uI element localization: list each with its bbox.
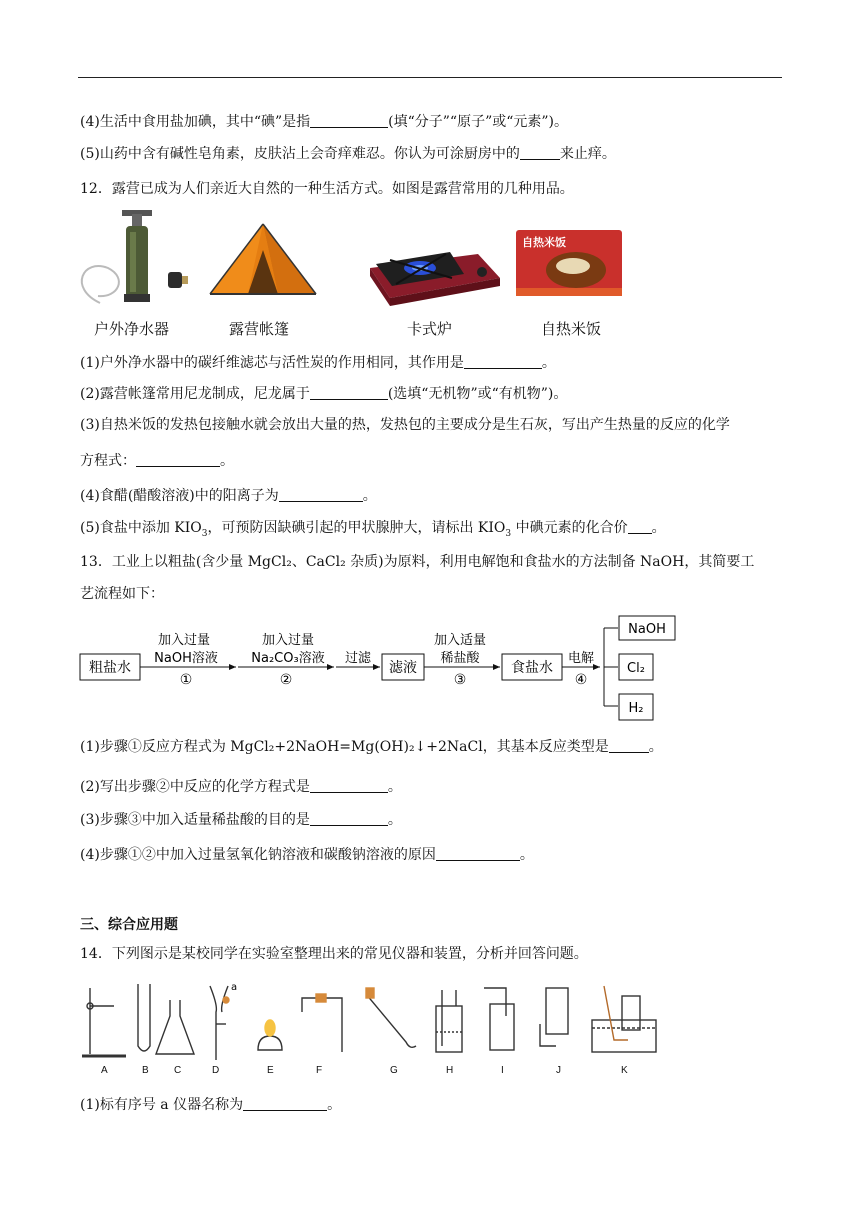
brine-label: 食盐水	[511, 660, 553, 676]
product-h2: H₂	[628, 701, 644, 716]
q13-part1: (1)步骤①反应方程式为 MgCl₂+2NaOH=Mg(OH)₂↓+2NaCl，其基本反应类型是 。	[80, 739, 663, 755]
apparatus-c	[156, 1000, 194, 1054]
label-b: B	[142, 1065, 149, 1076]
filter-label: 过滤	[344, 651, 372, 666]
step3-top: 加入适量	[433, 633, 487, 648]
label-c: C	[174, 1065, 182, 1076]
answer-blank[interactable]	[436, 846, 520, 861]
apparatus-f	[302, 994, 342, 1052]
answer-blank[interactable]	[136, 452, 220, 467]
product-naoh: NaOH	[628, 622, 666, 637]
q14-part1: (1)标有序号 a 仪器名称为 。	[80, 1097, 342, 1113]
lab-apparatus-figure	[80, 976, 660, 1062]
apparatus-b	[138, 984, 150, 1051]
q13-part2: (2)写出步骤②中反应的化学方程式是 。	[80, 779, 402, 795]
answer-blank[interactable]	[310, 811, 388, 826]
answer-blank[interactable]	[310, 113, 388, 128]
filtrate-label: 滤液	[389, 660, 417, 676]
apparatus-g	[366, 988, 416, 1047]
step2-top: 加入过量	[261, 633, 315, 648]
q13-stem-line1: 13．工业上以粗盐(含少量 MgCl₂、CaCl₂ 杂质)为原料，利用电解饱和食盐水的方法制备 NaOH，其简要工	[80, 554, 755, 570]
label-i: I	[501, 1065, 504, 1076]
q11-part4: (4)生活中食用盐加碘，其中“碘”是指 (填“分子”“原子”或“元素”)。	[80, 114, 569, 130]
mark-a-label: a	[231, 982, 238, 993]
caption-rice: 自热米饭	[541, 320, 602, 338]
q14-stem: 14．下列图示是某校同学在实验室整理出来的常见仪器和装置，分析并回答问题。	[80, 946, 588, 962]
label-g: G	[390, 1065, 398, 1076]
camping-tent-image	[208, 222, 318, 306]
label-a: A	[101, 1065, 108, 1076]
q12-part4: (4)食醋(醋酸溶液)中的阳离子为 。	[80, 488, 377, 504]
caption-stove: 卡式炉	[407, 320, 453, 338]
q12-stem: 12．露营已成为人们亲近大自然的一种生活方式。如图是露营常用的几种用品。	[80, 181, 574, 197]
label-k: K	[621, 1065, 628, 1076]
q13-part4: (4)步骤①②中加入过量氢氧化钠溶液和碳酸钠溶液的原因 。	[80, 847, 534, 863]
rice-box-label: 自热米饭	[522, 236, 566, 249]
answer-blank[interactable]	[310, 778, 388, 793]
q13-part3: (3)步骤③中加入适量稀盐酸的目的是 。	[80, 812, 402, 828]
apparatus-i	[484, 988, 514, 1050]
label-h: H	[446, 1065, 454, 1076]
self-heating-rice-image	[516, 230, 622, 296]
label-e: E	[267, 1065, 274, 1076]
header-rule	[78, 77, 782, 78]
step2-number: ②	[279, 672, 293, 688]
q12-part1: (1)户外净水器中的碳纤维滤芯与活性炭的作用相同，其作用是 。	[80, 355, 556, 371]
step1-top: 加入过量	[157, 633, 211, 648]
answer-blank[interactable]	[310, 385, 388, 400]
product-cl2: Cl₂	[627, 661, 645, 676]
answer-blank[interactable]	[609, 738, 649, 753]
step4-top: 电解	[567, 651, 595, 666]
step1-number: ①	[179, 672, 193, 688]
q11-part5: (5)山药中含有碱性皂角素，皮肤沾上会奇痒难忍。你认为可涂厨房中的 来止痒。	[80, 146, 616, 162]
label-j: J	[556, 1065, 561, 1076]
step3-number: ③	[453, 672, 467, 688]
section-heading: 三、综合应用题	[80, 917, 178, 933]
q12-part2: (2)露营帐篷常用尼龙制成，尼龙属于 (选填“无机物”或“有机物”)。	[80, 386, 568, 402]
apparatus-j	[540, 988, 568, 1046]
q12-part3-line1: (3)自热米饭的发热包接触水就会放出大量的热，发热包的主要成分是生石灰，写出产生热量的反应的化学	[80, 417, 730, 433]
step3-reagent: 稀盐酸	[440, 651, 480, 666]
label-d: D	[212, 1065, 220, 1076]
answer-blank[interactable]	[243, 1096, 327, 1111]
apparatus-h	[436, 990, 462, 1052]
water-purifier-image	[78, 208, 193, 308]
step4-number: ④	[574, 672, 588, 688]
q13-stem-line2: 艺流程如下：	[80, 586, 164, 602]
caption-water-purifier: 户外净水器	[94, 320, 170, 338]
apparatus-a	[82, 988, 126, 1056]
apparatus-d	[210, 986, 229, 1060]
cassette-stove-image	[360, 234, 502, 308]
step2-reagent: Na₂CO₃溶液	[251, 651, 325, 666]
q12-part5: (5)食盐中添加 $KIO_3$，可预防因缺碘引起的甲状腺肿大，请标出 $KIO_3$ 中碘元素的化合价 。	[80, 520, 666, 539]
caption-tent: 露营帐篷	[229, 320, 290, 338]
crude-brine-label: 粗盐水	[89, 660, 131, 676]
answer-blank[interactable]	[464, 354, 542, 369]
process-flow-diagram	[76, 612, 688, 724]
answer-blank[interactable]	[628, 519, 652, 534]
answer-blank[interactable]	[279, 487, 363, 502]
step1-reagent: NaOH溶液	[154, 651, 218, 666]
label-f: F	[316, 1065, 323, 1076]
q12-part3-line2: 方程式： 。	[80, 453, 234, 469]
answer-blank[interactable]	[520, 145, 560, 160]
apparatus-e	[258, 1020, 282, 1050]
apparatus-k	[592, 986, 656, 1052]
